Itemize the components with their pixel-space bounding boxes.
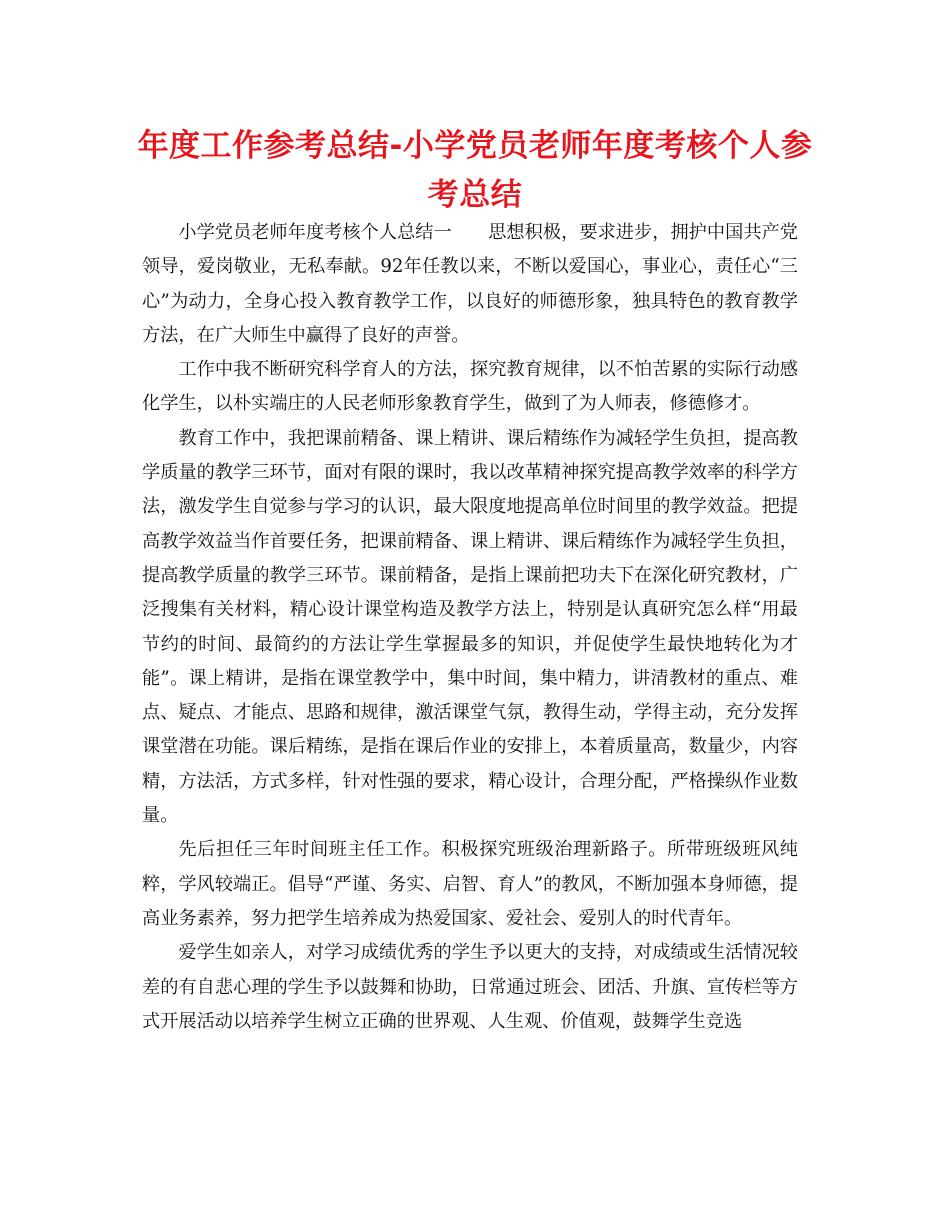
document-body [142,216,798,1039]
paragraph-5: 爱学生如亲人，对学习成绩优秀的学生予以更大的支持，对成绩或生活情况较差的有自悲心理的学生予以鼓舞和协助，日常通过班会、团活、升旗、宣传栏等方式开展活动以培养学生树立正确的世界观、人生观、价值观，鼓舞学生竞选 [142,942,798,1032]
paragraph-4: 先后担任三年时间班主任工作。积极探究班级治理新路子。所带班级班风纯粹，学风较端正。倡导“严谨、务实、启智、育人”的教风，不断加强本身师德，提高业务素养，努力把学生培养成为热爱国家、爱社会、爱别人的时代青年。 [142,839,798,929]
paragraph-3: 教育工作中，我把课前精备、课上精讲、课后精练作为减轻学生负担，提高教学质量的教学三环节，面对有限的课时，我以改革精神探究提高教学效率的科学方法，激发学生自觉参与学习的认识，最大限度地提高单位时间里的教学效益。把提高教学效益当作首要任务，把课前精备、课上精讲、课后精练作为减轻学生负担，提高教学质量的教学三环节。课前精备，是指上课前把功夫下在深化研究教材，广泛搜集有关材料，精心设计课堂构造及教学方法上，特别是认真研究怎么样“用最节约的时间、最简约的方法让学生掌握最多的知识，并促使学生最快地转化为才能”。课上精讲，是指在课堂教学中，集中时间，集中精力，讲清教材的重点、难点、疑点、才能点、思路和规律，激活课堂气氛，教得生动，学得主动，充分发挥课堂潜在功能。课后精练，是指在课后作业的安排上，本着质量高，数量少，内容精，方法活，方式多样，针对性强的要求，精心设计，合理分配，严格操纵作业数量。 [142,427,798,827]
document-title: 年度工作参考总结-小学党员老师年度考核个人参考总结 [137,128,813,213]
paragraph-2: 工作中我不断研究科学育人的方法，探究教育规律，以不怕苦累的实际行动感化学生，以朴实端庄的人民老师形象教育学生，做到了为人师表，修德修才。 [142,359,798,415]
paragraph-1: 小学党员老师年度考核个人总结一 思想积极，要求进步，拥护中国共产党领导，爱岗敬业，无私奉献。92年任教以来，不断以爱国心，事业心，责任心“三心”为动力，全身心投入教育教学工作，以良好的师德形象，独具特色的教育教学方法，在广大师生中赢得了良好的声誉。 [142,222,798,346]
